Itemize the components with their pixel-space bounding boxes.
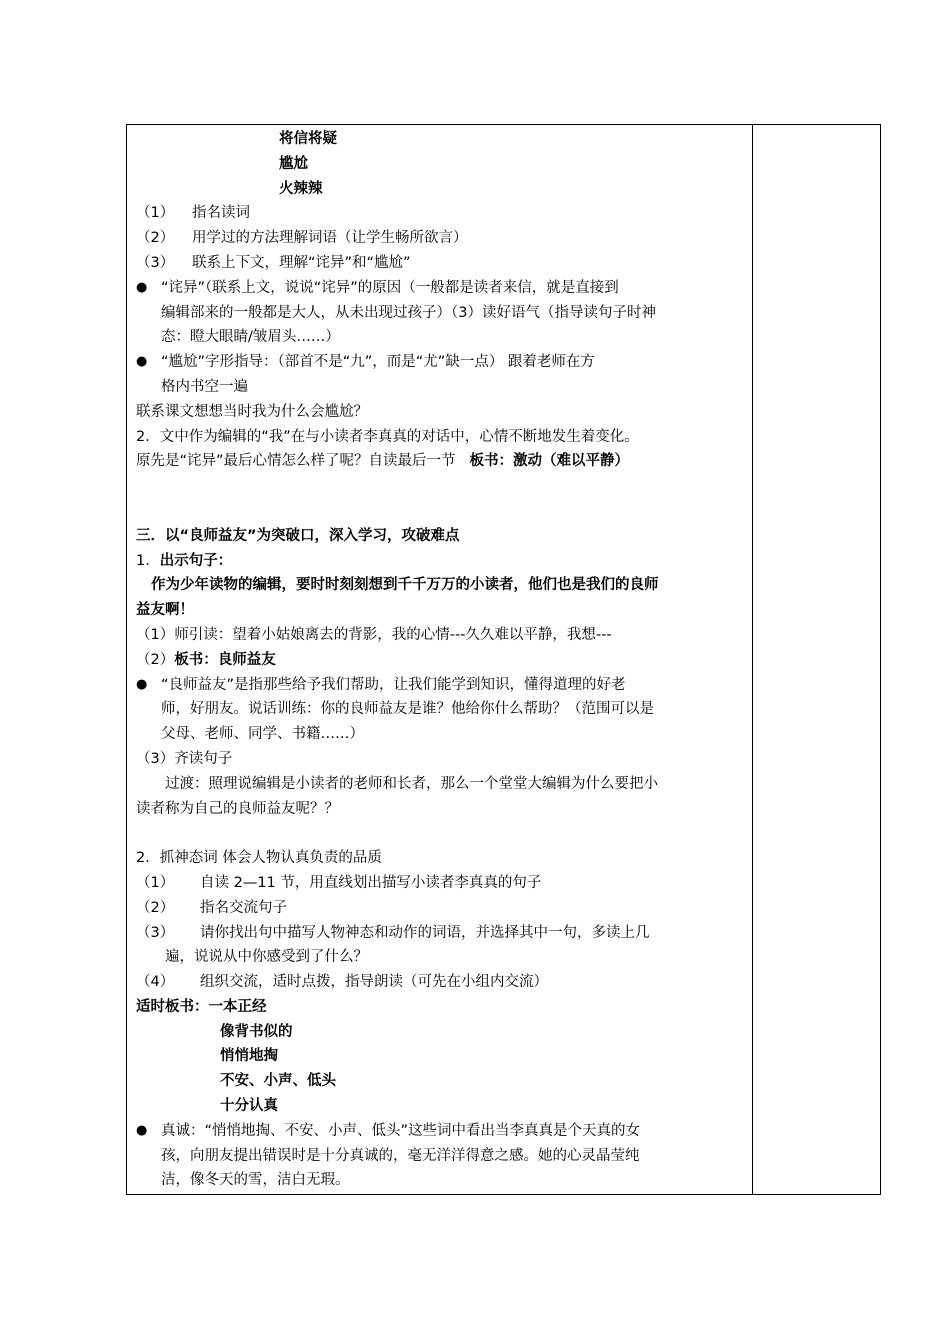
step-line: （2） 用学过的方法理解词语（让学生畅所欲言） bbox=[136, 230, 468, 247]
paragraph-line: 过渡：照理说编辑是小读者的老师和长者，那么一个堂堂大编辑为什么要把小 bbox=[165, 775, 658, 792]
step-line: （3） 联系上下文，理解“诧异”和“尴尬” bbox=[136, 254, 411, 271]
bullet-icon: ● bbox=[136, 676, 148, 692]
paragraph-line: 态：瞪大眼睛/皱眉头……） bbox=[161, 329, 340, 346]
board-word: 十分认真 bbox=[220, 1098, 278, 1115]
vocab-word: 火辣辣 bbox=[279, 180, 323, 197]
bullet-paragraph: ● “诧异”（联系上文，说说“诧异”的原因（一般都是读者来信，就是直接到 bbox=[136, 276, 746, 301]
paragraph-line: 联系课文想想当时我为什么会尴尬？ bbox=[136, 403, 368, 420]
bullet-paragraph: ● “尴尬”字形指导：（部首不是“九”，而是“尤”缺一点） 跟着老师在方 bbox=[136, 350, 746, 375]
paragraph-line: 编辑部来的一般都是大人，从未出现过孩子）（3）读好语气（指导读句子时神 bbox=[161, 304, 656, 321]
step-line: （3） 请你找出句中描写人物神态和动作的词语，并选择其中一句，多读上几 bbox=[136, 924, 650, 941]
vocab-word: 将信将疑 bbox=[279, 131, 337, 147]
quote-line: 作为少年读物的编辑，要时时刻刻想到千千万万的小读者，他们也是我们的良师 bbox=[151, 577, 659, 594]
step-line: （3）齐读句子 bbox=[136, 750, 233, 767]
step-line: 1．出示句子： bbox=[136, 552, 233, 569]
section-heading: 三．以“良师益友”为突破口，深入学习，攻破难点 bbox=[136, 527, 460, 544]
paragraph-line: 父母、老师、同学、书籍……） bbox=[161, 726, 364, 743]
vocab-word: 尴尬 bbox=[279, 155, 308, 172]
quote-line: 益友啊！ bbox=[136, 602, 194, 619]
bullet-icon: ● bbox=[136, 1122, 148, 1138]
board-word: 不安、小声、低头 bbox=[220, 1073, 336, 1090]
step-line: （4） 组织交流，适时点拨，指导朗读（可先在小组内交流） bbox=[136, 974, 548, 991]
paragraph-line: 2．文中作为编辑的“我”在与小读者李真真的对话中，心情不断地发生着变化。 bbox=[136, 428, 639, 445]
step-line: （1） 指名读词 bbox=[136, 205, 250, 222]
board-heading: 适时板书：一本正经 bbox=[136, 998, 267, 1015]
paragraph-line: 师，好朋友。说话训练：你的良师益友是谁？他给你什么帮助？（范围可以是 bbox=[161, 701, 654, 718]
step-line: （2）板书：良师益友 bbox=[136, 651, 276, 668]
lesson-content-cell bbox=[136, 127, 746, 1193]
notes-column bbox=[752, 125, 753, 1194]
paragraph-line: 读者称为自己的良师益友呢？？ bbox=[136, 800, 339, 817]
step-line: （1） 自读 2—11 节，用直线划出描写小读者李真真的句子 bbox=[136, 874, 542, 891]
board-word: 像背书似的 bbox=[220, 1023, 293, 1040]
subsection-heading: 2．抓神态词 体会人物认真负责的品质 bbox=[136, 850, 382, 867]
bullet-paragraph: ● 真诚：“悄悄地掏、不安、小声、低头”这些词中看出当李真真是个天真的女 bbox=[136, 1119, 746, 1144]
bullet-icon: ● bbox=[136, 279, 148, 295]
step-line: （2） 指名交流句子 bbox=[136, 899, 287, 916]
board-note: 板书：激动（难以平静） bbox=[469, 453, 630, 470]
paragraph-line: 遍，说说从中你感受到了什么？ bbox=[165, 949, 368, 966]
step-line: （1）师引读：望着小姑娘离去的背影，我的心情---久久难以平静，我想--- bbox=[136, 626, 612, 643]
paragraph-line: 孩，向朋友提出错误时是十分真诚的，毫无洋洋得意之感。她的心灵晶莹纯 bbox=[161, 1147, 640, 1164]
bullet-paragraph: ● “良师益友”是指那些给予我们帮助，让我们能学到知识，懂得道理的好老 bbox=[136, 673, 746, 698]
bullet-icon: ● bbox=[136, 354, 148, 370]
paragraph-line: 格内书空一遍 bbox=[161, 378, 248, 395]
paragraph-line: 原先是“诧异”最后心情怎么样了呢？自读最后一节 板书：激动（难以平静） bbox=[136, 453, 630, 470]
paragraph-line: 洁，像冬天的雪，洁白无瑕。 bbox=[161, 1172, 350, 1189]
lesson-table bbox=[126, 124, 881, 1195]
board-word: 悄悄地掏 bbox=[220, 1048, 278, 1065]
